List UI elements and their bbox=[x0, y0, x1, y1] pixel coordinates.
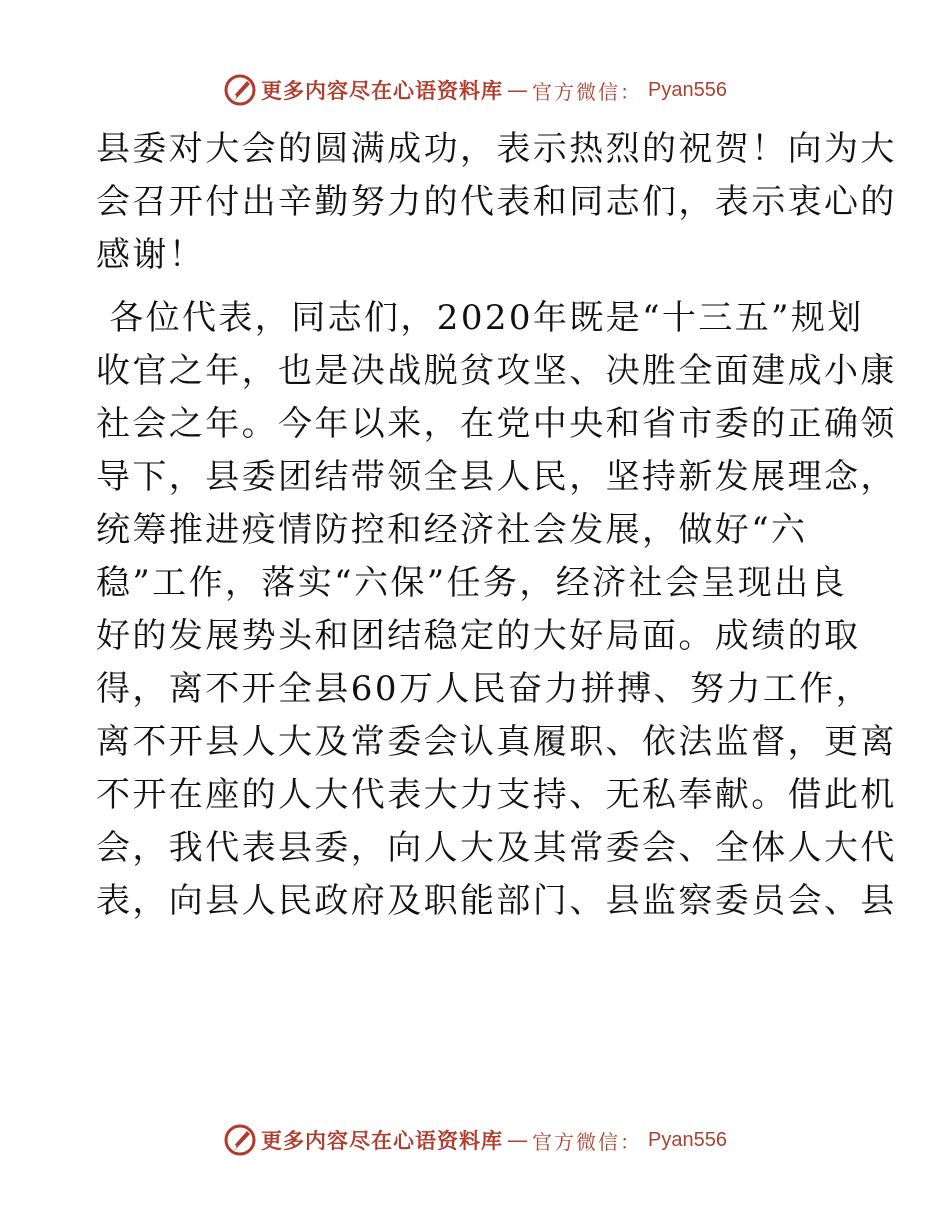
quill-seal-icon bbox=[223, 73, 257, 107]
text-line: 得，离不开全县60万人民奋力拼搏、努力工作， bbox=[96, 669, 873, 709]
text-line: 会召开付出辛勤努力的代表和同志们，表示衷心的 bbox=[96, 182, 897, 222]
text-line: 收官之年，也是决战脱贫攻坚、决胜全面建成小康 bbox=[96, 351, 897, 391]
wechat-label: 官方微信： bbox=[532, 1129, 643, 1154]
brand-text: 更多内容尽在心语资料库 bbox=[261, 1128, 504, 1153]
paragraph-1 bbox=[96, 123, 897, 282]
text-line: 表，向县人民政府及职能部门、县监察委员会、县 bbox=[96, 881, 897, 921]
text-line: 统筹推进疫情防控和经济社会发展，做好“六 bbox=[96, 510, 808, 550]
text-line: 不开在座的人大代表大力支持、无私奉献。借此机 bbox=[96, 775, 897, 815]
separator: — bbox=[507, 78, 529, 102]
text-line: 会，我代表县委，向人大及其常委会、全体人大代 bbox=[96, 828, 897, 868]
text-line: 各位代表，同志们，2020年既是“十三五”规划 bbox=[96, 298, 864, 338]
quill-seal-icon bbox=[223, 1123, 257, 1157]
header-watermark bbox=[0, 70, 950, 110]
separator: — bbox=[507, 1128, 529, 1152]
footer-watermark bbox=[0, 1120, 950, 1160]
text-line: 社会之年。今年以来，在党中央和省市委的正确领 bbox=[96, 404, 897, 444]
text-line: 稳”工作，落实“六保”任务，经济社会呈现出良 bbox=[96, 563, 847, 603]
brand-text: 更多内容尽在心语资料库 bbox=[261, 78, 504, 103]
paragraph-2 bbox=[96, 292, 897, 928]
text-line: 导下，县委团结带领全县人民，坚持新发展理念， bbox=[96, 457, 897, 497]
text-line: 好的发展势头和团结稳定的大好局面。成绩的取 bbox=[96, 616, 861, 656]
text-line: 县委对大会的圆满成功，表示热烈的祝贺！向为大 bbox=[96, 129, 897, 169]
paragraph-gap bbox=[96, 282, 852, 292]
text-line: 离不开县人大及常委会认真履职、依法监督，更离 bbox=[96, 722, 897, 762]
wechat-id: Pyan556 bbox=[648, 1128, 727, 1151]
document-body bbox=[96, 123, 897, 928]
text-line: 感谢！ bbox=[96, 235, 206, 275]
wechat-label: 官方微信： bbox=[532, 79, 643, 104]
wechat-id: Pyan556 bbox=[648, 78, 727, 101]
